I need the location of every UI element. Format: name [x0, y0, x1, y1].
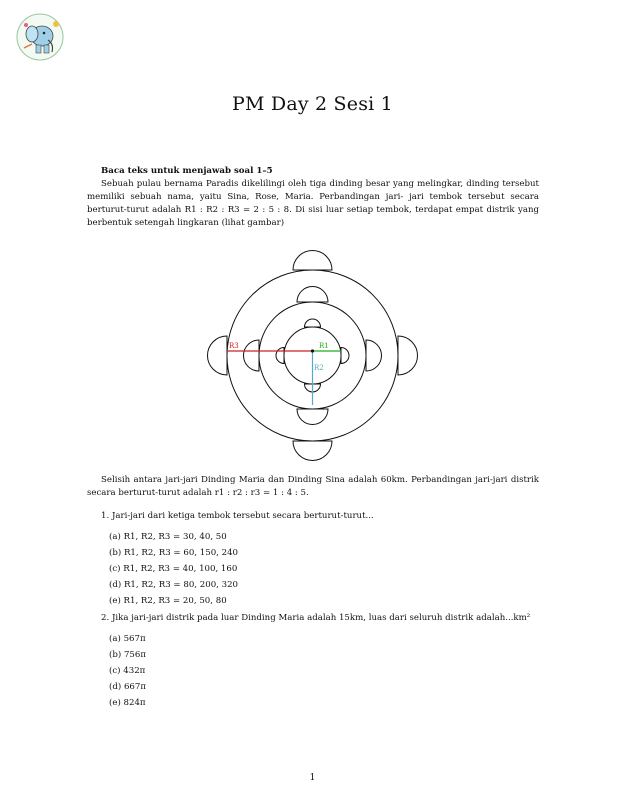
option-c	[109, 663, 146, 679]
district-outer-top	[293, 251, 332, 271]
question-text: Jari-jari dari ketiga tembok tersebut secara berturut-turut...	[111, 511, 374, 521]
followup-paragraph: Selisih antara jari-jari Dinding Maria dan Dinding Sina adalah 60km. Perbandingan jari-jari distrik secara berturut-turut adalah r1 : r2 : r3 = 1 : 4 : 5.	[87, 475, 539, 498]
option-text: 567π	[123, 634, 146, 644]
district-outer-left	[208, 336, 228, 375]
option-b	[109, 545, 238, 561]
option-text: 667π	[123, 682, 147, 692]
label-r3: R3	[229, 342, 239, 350]
question-1	[101, 510, 546, 523]
question-2	[101, 612, 546, 625]
option-a	[109, 529, 238, 545]
option-text: 824π	[123, 698, 146, 708]
option-label: (b)	[109, 650, 122, 660]
label-r2: R2	[314, 364, 324, 372]
district-outer-right	[398, 336, 418, 375]
option-text: 756π	[123, 650, 147, 660]
district-outer-bottom	[293, 441, 332, 461]
option-c	[109, 561, 238, 577]
option-d	[109, 577, 238, 593]
option-label: (e)	[109, 698, 121, 708]
walls-diagram	[205, 248, 420, 463]
option-d	[109, 679, 146, 695]
question-2-options	[109, 631, 146, 711]
reading-passage	[87, 165, 539, 230]
logo	[14, 12, 66, 62]
concentric-walls-figure	[205, 248, 420, 463]
label-r1: R1	[319, 342, 329, 350]
question-text: Jika jari-jari distrik pada luar Dinding Maria adalah 15km, luas dari seluruh distrik adalah...km²	[111, 613, 531, 623]
option-a	[109, 631, 146, 647]
option-label: (e)	[109, 596, 121, 606]
option-text: R1, R2, R3 = 40, 100, 160	[123, 564, 238, 574]
question-1-options	[109, 529, 238, 609]
option-text: R1, R2, R3 = 80, 200, 320	[123, 580, 239, 590]
option-label: (c)	[109, 564, 121, 574]
option-label: (d)	[109, 682, 122, 692]
option-b	[109, 647, 146, 663]
option-text: R1, R2, R3 = 60, 150, 240	[123, 548, 239, 558]
option-text: 432π	[123, 666, 146, 676]
option-text: R1, R2, R3 = 30, 40, 50	[123, 532, 227, 542]
mascot-logo-icon	[14, 12, 66, 62]
option-label: (a)	[109, 532, 121, 542]
option-text: R1, R2, R3 = 20, 50, 80	[123, 596, 227, 606]
option-label: (c)	[109, 666, 121, 676]
page-title: PM Day 2 Sesi 1	[232, 93, 393, 115]
option-label: (d)	[109, 580, 122, 590]
option-label: (b)	[109, 548, 122, 558]
passage-heading: Baca teks untuk menjawab soal 1–5	[101, 166, 273, 176]
question-number: 1.	[101, 511, 110, 521]
option-e	[109, 695, 146, 711]
center-point	[311, 349, 314, 352]
option-e	[109, 593, 238, 609]
question-number: 2.	[101, 613, 110, 623]
option-label: (a)	[109, 634, 121, 644]
page-number: 1	[309, 773, 316, 783]
passage-body: Sebuah pulau bernama Paradis dikelilingi oleh tiga dinding besar yang melingkar, dinding tersebut memiliki sebuah nama, yaitu Sina, Rose, Maria. Perbandingan jari- jari tembok tersebut secara berturut-turut adalah R1 : R2 : R3 = 2 : 5 : 8. Di sisi luar setiap tembok, terdapat empat distrik yang berbentuk setengah lingkaran (lihat gambar)	[87, 179, 539, 228]
